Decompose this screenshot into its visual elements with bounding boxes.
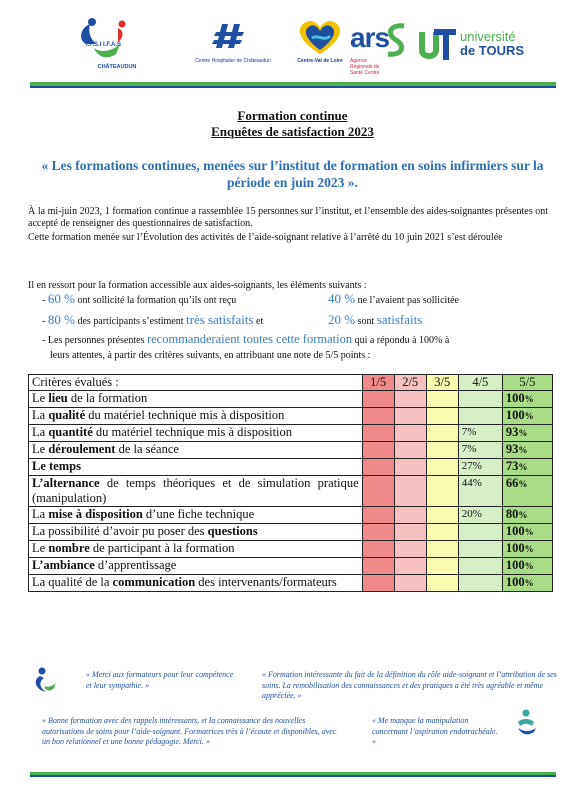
header-score-3: 3/5 (426, 375, 458, 391)
score-cell-1 (362, 459, 394, 476)
table-row (29, 524, 553, 541)
quote-person-icon (30, 666, 58, 694)
stat-emphasis: satisfaits (376, 312, 423, 327)
criteria-cell (29, 575, 363, 592)
stat-text: qui a répondu à 100% à (352, 335, 450, 346)
criteria-table (28, 374, 553, 592)
score-cell-2 (394, 558, 426, 575)
stat-text: sont (355, 316, 377, 327)
score-cell-4: 27% (458, 459, 502, 476)
score-cell-3 (426, 507, 458, 524)
table-row (29, 391, 553, 408)
score-cell-5 (502, 476, 552, 507)
intro-paragraph-2: Cette formation menée sur l’Évolution des activités de l’aide-soignant relative à l’arrêté du 10 juin 2021 s’est déroulée (28, 232, 503, 243)
criteria-keyword: Le temps (32, 459, 81, 473)
criteria-text: d’une fiche technique (142, 507, 255, 521)
ars-s-icon (384, 20, 408, 60)
ifsi-logo (72, 14, 142, 72)
score-cell-3 (426, 408, 458, 425)
testimonial-1: « Merci aux formateurs pour leur compétence et leur sympathie. » (86, 670, 234, 690)
score-cell-2 (394, 425, 426, 442)
score-cell-4: 44% (458, 476, 502, 507)
bullet-satisfied (328, 313, 422, 328)
criteria-keyword: mise à disposition (48, 507, 143, 521)
table-row (29, 476, 553, 507)
criteria-text: Le (32, 442, 49, 456)
score-percent: % (524, 561, 534, 571)
criteria-text: La (32, 507, 49, 521)
bullet-recommend (42, 333, 542, 347)
ch-logo (178, 14, 288, 72)
ifsi-figure-icon (72, 14, 142, 64)
intro-paragraph-3: Il en ressort pour la formation accessible aux aides-soignants, les éléments suivants : (28, 280, 367, 291)
score-cell-2 (394, 524, 426, 541)
bullet-very-satisfied (42, 313, 263, 328)
criteria-text: La (32, 425, 49, 439)
score-cell-3 (426, 575, 458, 592)
score-percent: % (518, 428, 528, 438)
score-percent: % (524, 394, 534, 404)
header-score-1: 1/5 (362, 375, 394, 391)
stat-value: 20 % (328, 312, 356, 327)
score-cell-4 (458, 541, 502, 558)
score-cell-2 (394, 408, 426, 425)
stat-text: et (253, 316, 264, 327)
criteria-keyword: quantité (48, 425, 93, 439)
score-value: 100 (505, 558, 525, 572)
criteria-cell (29, 391, 363, 408)
page-subtitle: Enquêtes de satisfaction 2023 (211, 124, 374, 139)
table-header-row (29, 375, 553, 391)
score-percent: % (518, 462, 528, 472)
score-cell-2 (394, 476, 426, 507)
table-row (29, 408, 553, 425)
score-cell-5 (502, 507, 552, 524)
stat-value: 80 % (47, 312, 75, 327)
quote-person-icon (512, 708, 540, 736)
score-cell-1 (362, 558, 394, 575)
score-cell-3 (426, 425, 458, 442)
score-cell-2 (394, 507, 426, 524)
score-value: 100 (505, 524, 525, 538)
score-value: 66 (505, 476, 519, 490)
criteria-cell (29, 507, 363, 524)
score-value: 100 (505, 391, 525, 405)
criteria-keyword: déroulement (48, 442, 116, 456)
ch-label: Centre Hospitalier de Châteaudun (195, 58, 271, 64)
score-cell-1 (362, 575, 394, 592)
criteria-keyword: lieu (48, 391, 68, 405)
score-cell-4 (458, 391, 502, 408)
score-value: 100 (505, 575, 525, 589)
ut-label-2: de TOURS (460, 43, 525, 58)
page-title: Formation continue (237, 108, 348, 123)
score-cell-4 (458, 524, 502, 541)
criteria-keyword: L’alternance (32, 476, 100, 490)
criteria-text: de la formation (67, 391, 148, 405)
bullet-dash: - (42, 295, 48, 306)
score-cell-5 (502, 442, 552, 459)
table-row (29, 558, 553, 575)
score-cell-2 (394, 575, 426, 592)
intro-paragraph-1: À la mi-juin 2023, 1 formation continue a rassemblée 15 personnes sur l’institut, et l’ensemble des aides-soignantes présentes ont accepté de renseigner des questionnaires de satisfaction. (28, 206, 548, 229)
criteria-keyword: L’ambiance (32, 558, 95, 572)
score-percent: % (524, 411, 534, 421)
score-cell-5 (502, 425, 552, 442)
footer-divider-blue (30, 775, 556, 777)
criteria-cell (29, 476, 363, 507)
stat-text: ont sollicité la formation qu’ils ont reçu (74, 295, 237, 306)
stat-text: - Les personnes présentes (42, 335, 147, 346)
ifsi-city: CHÂTEAUDUN (97, 64, 137, 70)
score-value: 80 (505, 507, 519, 521)
stat-emphasis: recommanderaient toutes cette formation (146, 332, 353, 346)
score-cell-3 (426, 524, 458, 541)
score-cell-3 (426, 442, 458, 459)
score-cell-4: 20% (458, 507, 502, 524)
score-cell-3 (426, 391, 458, 408)
criteria-text: La (32, 408, 49, 422)
score-cell-5 (502, 575, 552, 592)
criteria-keyword: qualité (48, 408, 86, 422)
score-cell-5 (502, 558, 552, 575)
score-cell-2 (394, 541, 426, 558)
criteria-text: du matériel technique mis à disposition (92, 425, 293, 439)
criteria-cell (29, 558, 363, 575)
score-percent: % (518, 445, 528, 455)
criteria-cell (29, 408, 363, 425)
score-cell-3 (426, 558, 458, 575)
intro-quote: « Les formations continues, menées sur l’institut de formation en soins infirmiers sur la période en juin 2023 ». (41, 158, 544, 190)
bullet-solicited (42, 292, 236, 307)
criteria-text: de participant à la formation (89, 541, 235, 555)
bullet-recommend-cont: leurs attentes, à partir des critères suivants, en attribuant une note de 5/5 points : (50, 350, 371, 361)
score-cell-5 (502, 408, 552, 425)
score-cell-3 (426, 459, 458, 476)
stat-emphasis: très satisfaits (186, 312, 254, 327)
header-logos (28, 14, 563, 76)
table-row (29, 541, 553, 558)
score-percent: % (518, 479, 528, 489)
table-row (29, 575, 553, 592)
score-value: 73 (505, 459, 519, 473)
score-percent: % (524, 527, 534, 537)
bullet-not-solicited (328, 292, 459, 307)
criteria-text: de temps théoriques et de simulation pratique (manipulation) (32, 476, 359, 505)
score-cell-1 (362, 442, 394, 459)
ars-logo (340, 14, 410, 76)
score-cell-4 (458, 575, 502, 592)
criteria-text: La possibilité d’avoir pu poser des (32, 524, 208, 538)
ut-label-1: université (460, 29, 516, 44)
score-value: 93 (505, 442, 519, 456)
header-score-5: 5/5 (502, 375, 552, 391)
ut-logo (412, 14, 532, 72)
criteria-keyword: questions (207, 524, 258, 538)
score-cell-5 (502, 459, 552, 476)
table-row (29, 459, 553, 476)
ars-label: ars (350, 22, 390, 53)
criteria-text: de la séance (115, 442, 179, 456)
ut-mark-icon (418, 28, 458, 62)
stat-text: des participants s’estiment (74, 316, 187, 327)
criteria-text: La qualité de la (32, 575, 113, 589)
score-cell-1 (362, 476, 394, 507)
testimonial-4: « Me manque la manipulation concernant l’aspiration endotrachéale. » (372, 716, 498, 746)
stat-value: 40 % (328, 291, 356, 306)
header-score-2: 2/5 (394, 375, 426, 391)
score-percent: % (524, 578, 534, 588)
score-value: 100 (505, 541, 525, 555)
score-cell-1 (362, 425, 394, 442)
testimonial-3: « Bonne formation avec des rappels intéressants, et la connaissance des nouvelles autorisations de soins pour l’aide-soignant. Formatrices très à l’écoute et disponibles, avec un bon relationnel et une bonne pédagogie. Merci. » (42, 716, 337, 746)
table-row (29, 425, 553, 442)
criteria-text: Le (32, 391, 49, 405)
score-percent: % (518, 510, 528, 520)
score-cell-1 (362, 408, 394, 425)
criteria-cell (29, 459, 363, 476)
score-cell-5 (502, 391, 552, 408)
score-cell-4: 7% (458, 442, 502, 459)
ifsi-label: I.F.S.I I.F.A.S (86, 42, 122, 48)
criteria-cell (29, 442, 363, 459)
score-cell-3 (426, 476, 458, 507)
score-cell-2 (394, 442, 426, 459)
score-cell-5 (502, 524, 552, 541)
criteria-cell (29, 524, 363, 541)
score-cell-2 (394, 459, 426, 476)
bullet-dash: - (42, 316, 48, 327)
table-row (29, 442, 553, 459)
score-value: 93 (505, 425, 519, 439)
score-cell-1 (362, 507, 394, 524)
stat-value: 60 % (47, 291, 75, 306)
header-score-4: 4/5 (458, 375, 502, 391)
testimonial-2: « Formation intéressante du fait de la définition du rôle aide-soignant et l’attribution de ses soins. La remobilisation des connaissances et des pratiques a été très agréable et même appréciée. » (262, 670, 557, 700)
score-cell-4 (458, 408, 502, 425)
criteria-text: d’apprentissage (94, 558, 177, 572)
score-cell-5 (502, 541, 552, 558)
criteria-text: Le (32, 541, 49, 555)
header-divider-blue (30, 86, 556, 88)
stat-text: ne l’avaient pas sollicitée (355, 295, 459, 306)
header-criteria: Critères évalués : (29, 375, 363, 391)
score-value: 100 (505, 408, 525, 422)
score-cell-4: 7% (458, 425, 502, 442)
criteria-text: du matériel technique mis à disposition (85, 408, 285, 422)
score-percent: % (524, 544, 534, 554)
ars-sub-label: Agence Régionale de Santé Centre (350, 58, 380, 76)
score-cell-1 (362, 391, 394, 408)
score-cell-3 (426, 541, 458, 558)
table-row (29, 507, 553, 524)
criteria-text: des intervenants/formateurs (195, 575, 337, 589)
score-cell-4 (458, 558, 502, 575)
region-label: Centre-Val de Loire (297, 58, 343, 64)
ch-hash-icon (178, 14, 288, 54)
criteria-keyword: communication (112, 575, 196, 589)
score-cell-2 (394, 391, 426, 408)
criteria-keyword: nombre (48, 541, 90, 555)
criteria-cell (29, 425, 363, 442)
score-cell-1 (362, 541, 394, 558)
criteria-cell (29, 541, 363, 558)
score-cell-1 (362, 524, 394, 541)
